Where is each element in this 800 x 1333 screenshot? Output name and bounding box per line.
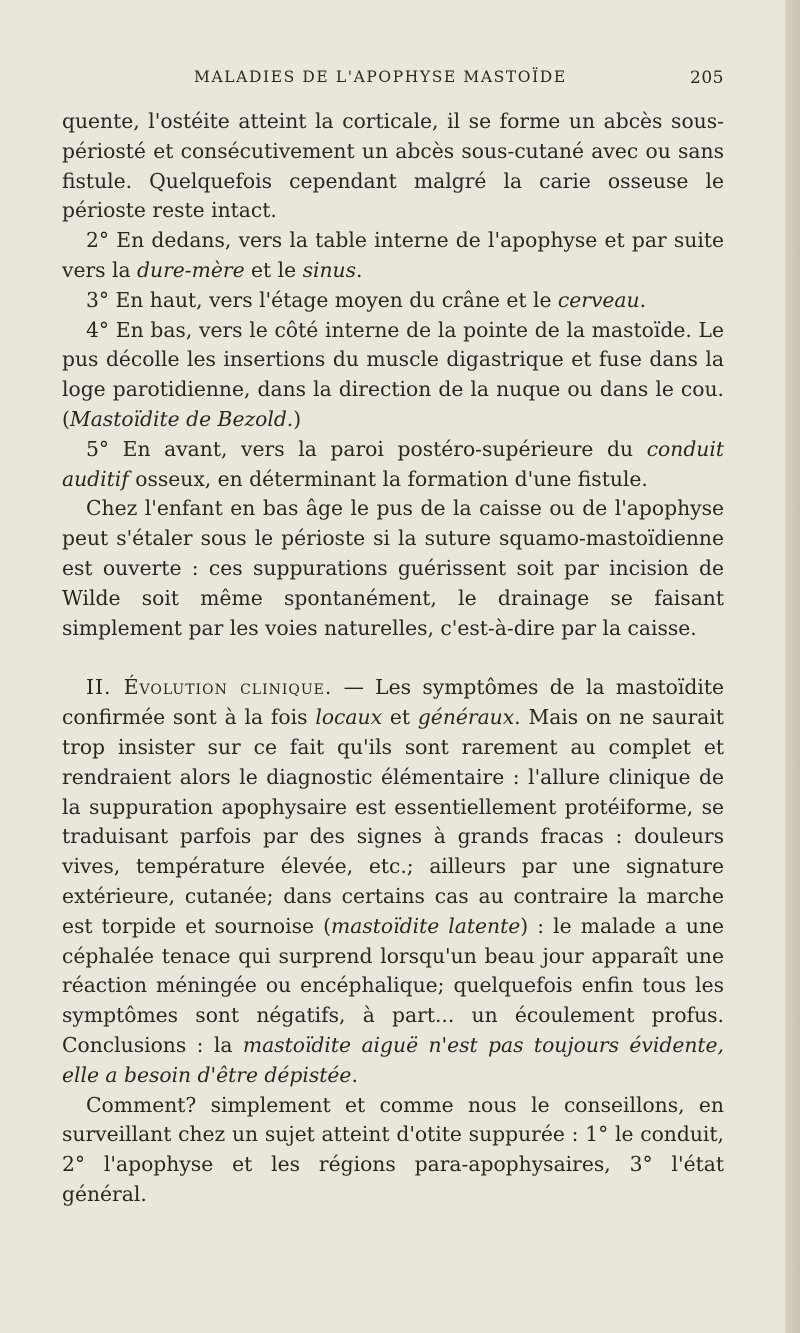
paragraph-item-2: 2° En dedans, vers la table interne de l'apophyse et par suite vers la dure-mère et le sinus. (62, 228, 724, 282)
paragraph-item-3: 3° En haut, vers l'étage moyen du crâne et le cerveau. (86, 287, 647, 312)
emphasis: dure-mère (137, 257, 245, 282)
emphasis: mastoïdite aiguë n'est pas toujours évidente, elle a besoin d'être dépistée (62, 1032, 724, 1087)
paragraph-item-5: 5° En avant, vers la paroi postéro-supérieure du conduit auditif osseux, en déterminant la formation d'une fistule. (62, 436, 724, 491)
paragraph-item-4: 4° En bas, vers le côté interne de la pointe de la mastoïde. Le pus décolle les insertions du muscle digastrique et fuse dans la loge parotidienne, dans la direction de la nuque ou dans le cou. (Mastoïdite de Bezold.) (62, 317, 724, 431)
emphasis: locaux (315, 705, 383, 730)
page-number: 205 (690, 68, 724, 88)
section-spacer (62, 643, 724, 673)
emphasis: conduit auditif (62, 436, 724, 491)
page-edge (785, 0, 800, 1333)
paragraph-enfant: Chez l'enfant en bas âge le pus de la caisse ou de l'apophyse peut s'étaler sous le périoste si la suture squamo-mastoïdienne est ouverte : ces suppurations guérissent soit par incision de Wilde soit même spontanément, le drainage se faisant simplement par les voies naturelles, c'est-à-dire par la caisse. (62, 496, 724, 640)
emphasis: cerveau (557, 287, 640, 312)
section-heading: II. Évolution clinique. (86, 675, 333, 700)
page-body (62, 107, 724, 1210)
emphasis: généraux (417, 705, 515, 730)
emphasis: mastoïdite latente (331, 913, 521, 938)
emphasis: Mastoïdite de Bezold. (69, 406, 294, 431)
paragraph-continuation: quente, l'ostéite atteint la corticale, il se forme un abcès sous-périosté et consécutivement un abcès sous-cutané avec ou sans fistule. Quelquefois cependant malgré la carie osseuse le périoste reste intact. (62, 109, 724, 223)
running-title: MALADIES DE L'APOPHYSE MASTOÏDE (194, 68, 567, 86)
emphasis: sinus (302, 257, 356, 282)
paragraph-comment: Comment? simplement et comme nous le conseillons, en surveillant chez un sujet atteint d'otite suppurée : 1° le conduit, 2° l'apophyse et les régions para-apophysaires, 3° l'état général. (62, 1092, 724, 1206)
paragraph-evolution-clinique: II. Évolution clinique. — Les symptômes de la mastoïdite confirmée sont à la fois locaux et généraux. Mais on ne saurait trop insister sur ce fait qu'ils sont rarement au complet et rendraient alors le diagnostic élémentaire : l'allure clinique de la suppuration apophysaire est essentiellement protéiforme, se traduisant parfois par des signes à grands fracas : douleurs vives, température élevée, etc.; ailleurs par une signature extérieure, cutanée; dans certains cas au contraire la marche est torpide et sournoise (mastoïdite latente) : le malade a une céphalée tenace qui surprend lorsqu'un beau jour apparaît une réaction méningée ou encéphalique; quelquefois enfin tous les symptômes sont négatifs, à part... un écoulement profus. Conclusions : la mastoïdite aiguë n'est pas toujours évidente, elle a besoin d'être dépistée. (62, 675, 725, 1087)
running-header (62, 68, 724, 90)
